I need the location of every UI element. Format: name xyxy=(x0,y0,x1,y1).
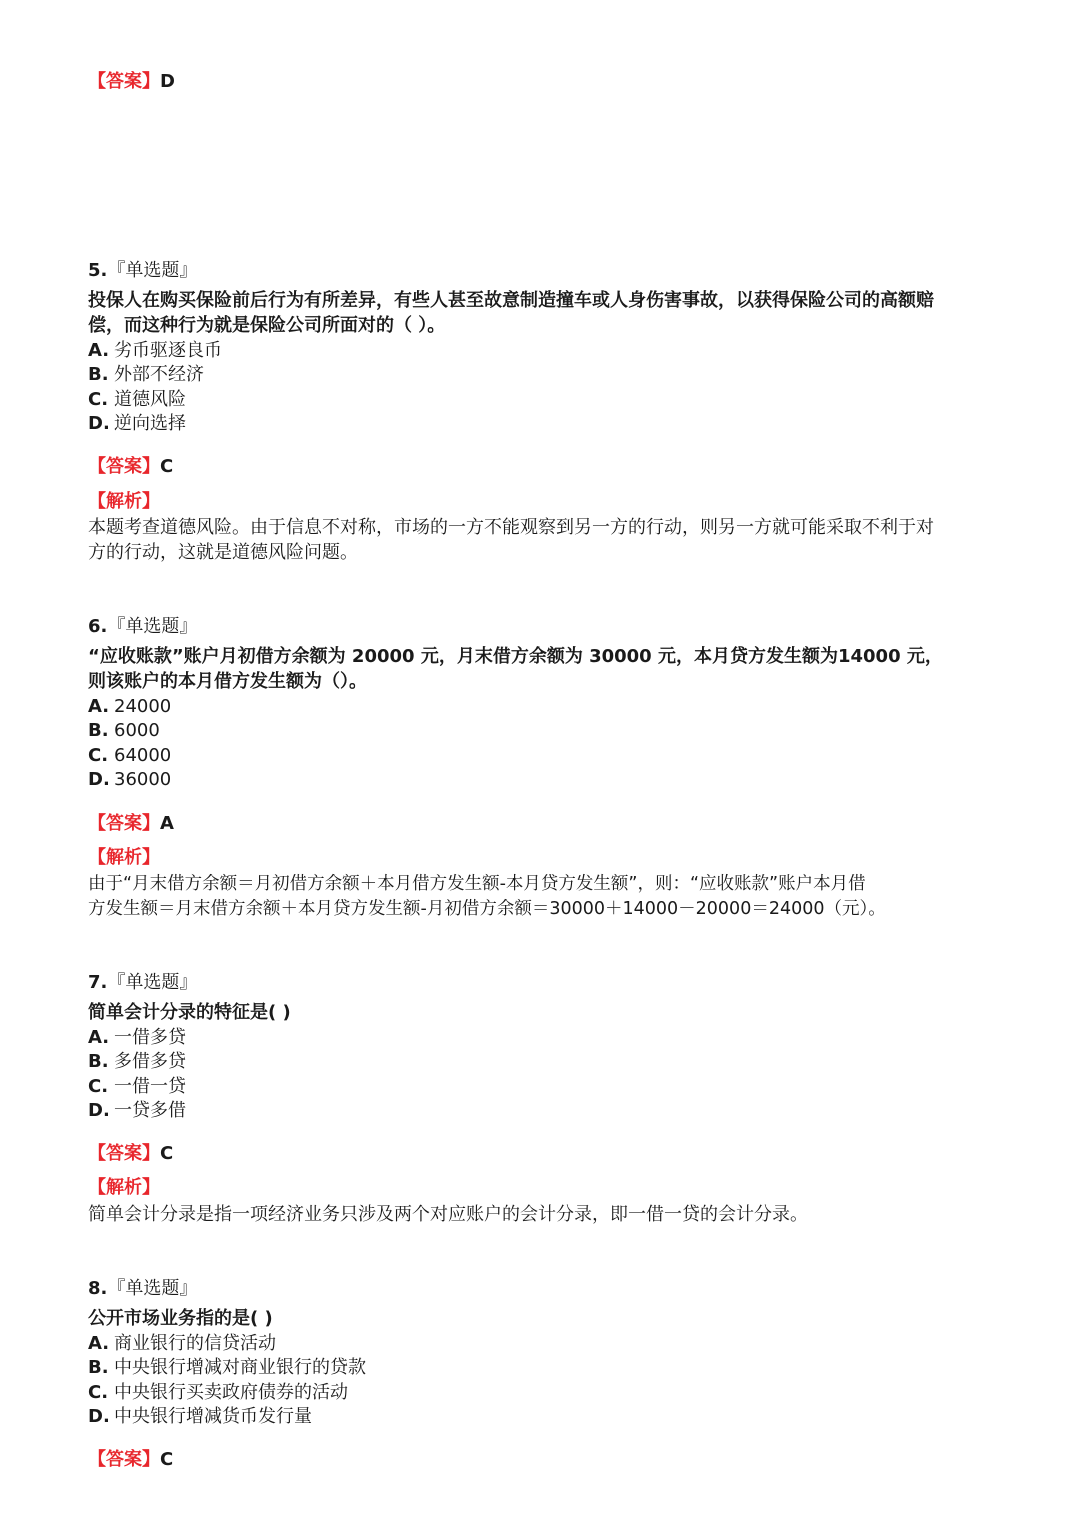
stem-line: 则该账户的本月借方发生额为（）。 xyxy=(88,670,367,692)
question-5 xyxy=(88,259,988,565)
answer-label: 【答案】 xyxy=(88,71,160,92)
option-letter: A. xyxy=(88,1026,110,1048)
option-text: 64000 xyxy=(114,744,172,766)
option-d xyxy=(88,1405,988,1430)
option-c xyxy=(88,744,988,769)
option-b xyxy=(88,363,988,388)
option-letter: B. xyxy=(88,364,109,385)
question-number: 6. xyxy=(88,616,108,637)
analysis-label: 【解析】 xyxy=(88,1176,160,1198)
option-letter: D. xyxy=(88,413,110,434)
question-type: 『单选题』 xyxy=(107,260,198,281)
option-letter: C. xyxy=(88,388,109,410)
option-b xyxy=(88,1356,988,1381)
option-letter: C. xyxy=(88,1381,109,1403)
analysis-text xyxy=(88,872,988,922)
option-letter: C. xyxy=(88,744,109,766)
question-number: 8. xyxy=(88,1278,108,1299)
question-6 xyxy=(88,615,988,922)
answer xyxy=(88,1448,988,1472)
option-c xyxy=(88,1381,988,1406)
option-b xyxy=(88,719,988,744)
question-type: 『单选题』 xyxy=(107,616,198,637)
answer xyxy=(88,1142,988,1166)
answer xyxy=(88,455,988,479)
answer-value: C xyxy=(160,1142,174,1164)
option-text: 劣币驱逐良币 xyxy=(114,339,222,361)
option-letter: B. xyxy=(88,1051,109,1072)
option-a xyxy=(88,1332,988,1357)
answer-label: 【答案】 xyxy=(88,455,160,477)
analysis-line: 方的行动，这就是道德风险问题。 xyxy=(88,541,358,563)
option-a xyxy=(88,339,988,364)
question-stem xyxy=(88,644,988,694)
analysis-text xyxy=(88,1202,988,1227)
analysis-label: 【解析】 xyxy=(88,846,160,868)
question-type: 『单选题』 xyxy=(107,972,198,993)
option-letter: A. xyxy=(88,339,110,361)
option-letter: D. xyxy=(88,1100,110,1121)
analysis-line: 方发生额＝月末借方余额＋本月贷方发生额-月初借方余额＝30000＋14000－20000＝24000（元）。 xyxy=(88,898,886,919)
analysis-heading xyxy=(88,846,988,870)
analysis-line: 本题考查道德风险。由于信息不对称，市场的一方不能观察到另一方的行动，则另一方就可能采取不利于对 xyxy=(88,516,934,538)
question-stem xyxy=(88,1306,988,1331)
option-c xyxy=(88,1075,988,1100)
analysis-line: 简单会计分录是指一项经济业务只涉及两个对应账户的会计分录，即一借一贷的会计分录。 xyxy=(88,1203,808,1225)
option-text: 一借一贷 xyxy=(114,1075,186,1097)
answer-label: 【答案】 xyxy=(88,1142,160,1164)
option-a xyxy=(88,1026,988,1051)
answer-value: C xyxy=(160,1448,174,1470)
stem-line: 投保人在购买保险前后行为有所差异，有些人甚至故意制造撞车或人身伤害事故，以获得保险公司的高额赔 xyxy=(88,289,934,311)
answer-value: C xyxy=(160,455,174,477)
option-text: 道德风险 xyxy=(114,388,186,410)
question-header xyxy=(88,615,988,640)
option-a xyxy=(88,695,988,720)
stem-line: 公开市场业务指的是( ) xyxy=(88,1307,273,1329)
stem-line: 偿，而这种行为就是保险公司所面对的（ ）。 xyxy=(88,314,446,336)
question-number: 5. xyxy=(88,260,108,281)
option-text: 36000 xyxy=(114,769,172,790)
answer-label: 【答案】 xyxy=(88,812,160,834)
question-stem xyxy=(88,1000,988,1025)
option-d xyxy=(88,412,988,437)
option-letter: A. xyxy=(88,1332,110,1354)
option-text: 中央银行增减货币发行量 xyxy=(114,1406,312,1427)
analysis-heading xyxy=(88,490,988,514)
option-c xyxy=(88,388,988,413)
option-d xyxy=(88,1099,988,1124)
option-text: 商业银行的信贷活动 xyxy=(114,1332,276,1354)
option-text: 24000 xyxy=(114,695,172,717)
option-letter: A. xyxy=(88,695,110,717)
option-text: 外部不经济 xyxy=(114,364,204,385)
answer xyxy=(88,812,988,836)
question-header xyxy=(88,259,988,284)
option-letter: B. xyxy=(88,1357,109,1378)
option-text: 多借多贷 xyxy=(114,1051,186,1072)
option-d xyxy=(88,768,988,793)
option-text: 中央银行买卖政府债券的活动 xyxy=(114,1381,348,1403)
analysis-label: 【解析】 xyxy=(88,490,160,512)
stem-line: 简单会计分录的特征是( ) xyxy=(88,1001,291,1023)
option-text: 中央银行增减对商业银行的贷款 xyxy=(114,1357,366,1378)
analysis-line: 由于“月末借方余额＝月初借方余额＋本月借方发生额-本月贷方发生额”，则：“应收账款”账户本月借 xyxy=(88,873,866,894)
question-type: 『单选题』 xyxy=(107,1278,198,1299)
question-7 xyxy=(88,971,988,1227)
stem-line: “应收账款”账户月初借方余额为 20000 元，月末借方余额为 30000 元，本月贷方发生额为14000 元， xyxy=(88,645,943,667)
question-stem xyxy=(88,288,988,338)
question-number: 7. xyxy=(88,972,108,993)
option-letter: C. xyxy=(88,1075,109,1097)
option-text: 一借多贷 xyxy=(114,1026,186,1048)
option-text: 一贷多借 xyxy=(114,1100,186,1121)
analysis-heading xyxy=(88,1176,988,1200)
q4-answer xyxy=(88,70,988,94)
answer-label: 【答案】 xyxy=(88,1448,160,1470)
question-header xyxy=(88,1277,988,1302)
option-text: 逆向选择 xyxy=(114,413,186,434)
option-letter: D. xyxy=(88,769,110,790)
option-b xyxy=(88,1050,988,1075)
option-letter: B. xyxy=(88,720,109,741)
answer-value: A xyxy=(160,812,174,834)
analysis-text xyxy=(88,515,988,565)
option-letter: D. xyxy=(88,1406,110,1427)
question-8 xyxy=(88,1277,988,1472)
question-header xyxy=(88,971,988,996)
answer-value: D xyxy=(160,71,175,92)
option-text: 6000 xyxy=(114,720,160,741)
